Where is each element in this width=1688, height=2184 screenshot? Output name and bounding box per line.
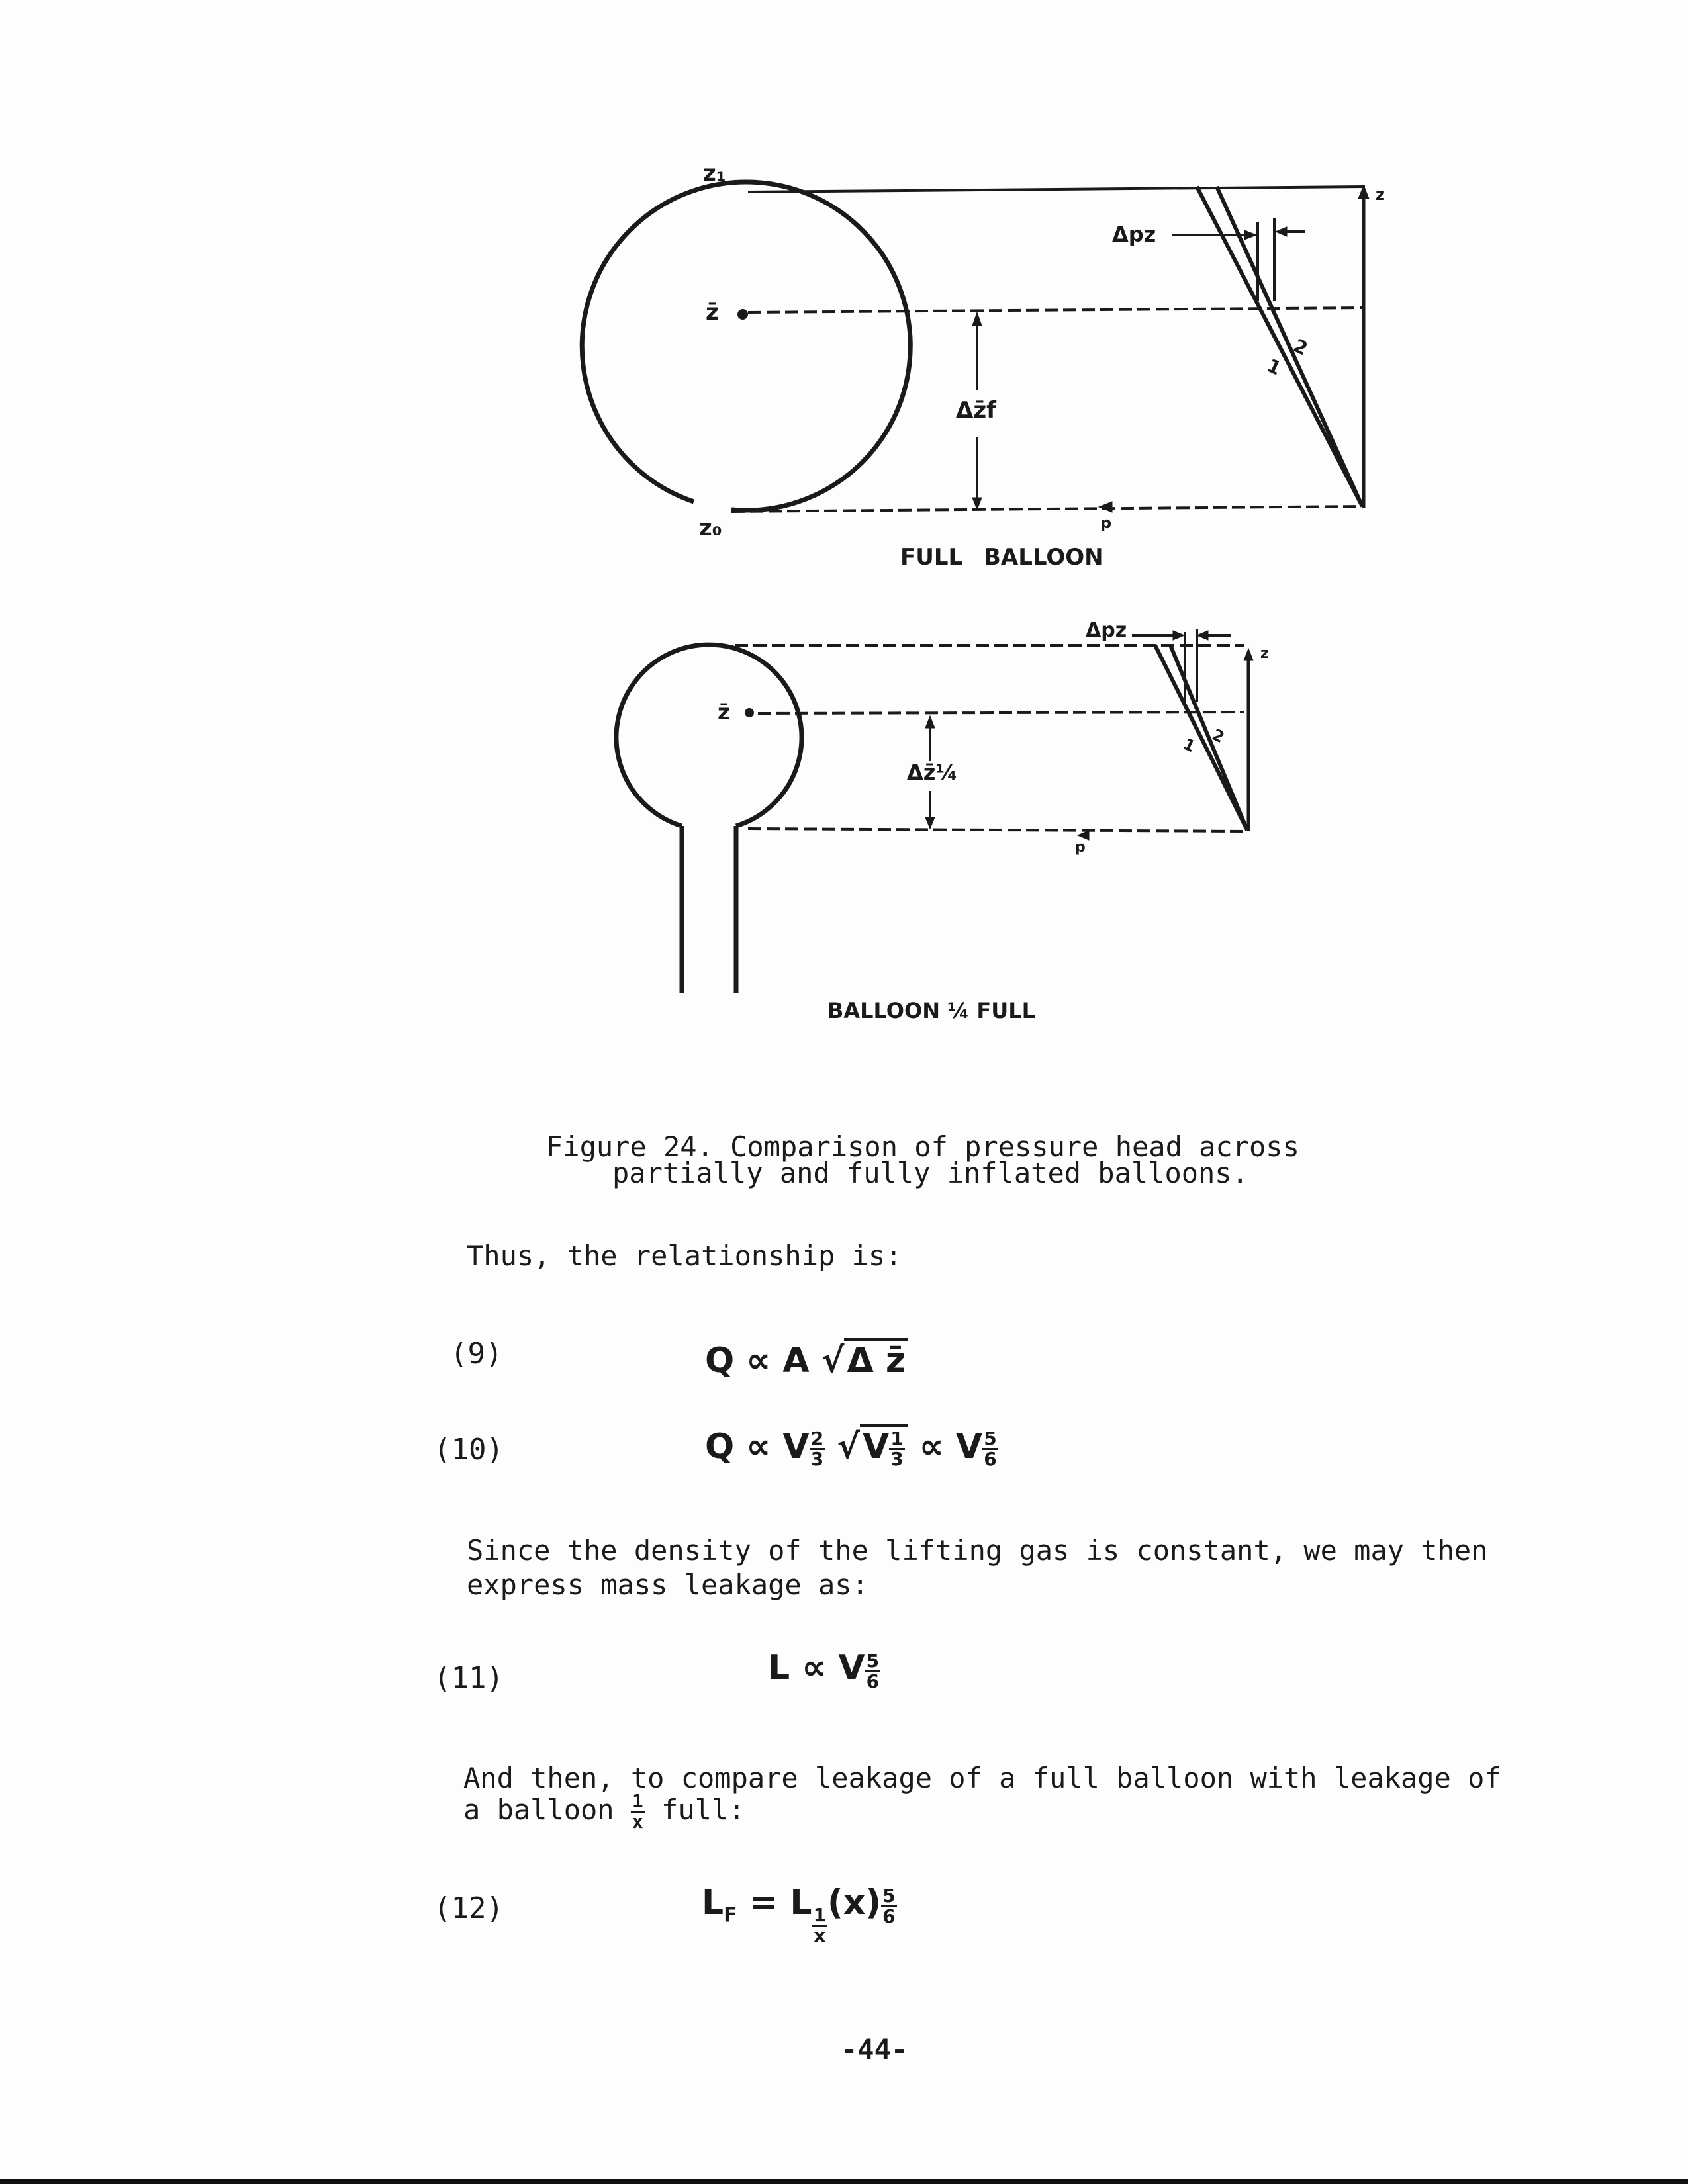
full-z-axis-label: z [1376,185,1385,204]
full-line2-label: 2 [1289,334,1311,360]
page-number: -44- [841,2033,908,2066]
figure-24-diagram [0,0,1688,1059]
full-zbar-label: z̄ [706,299,719,326]
partial-balloon-label: BALLOON ¼ FULL [827,998,1036,1023]
paragraph-since-line-2: express mass leakage as: [467,1569,868,1601]
equation-11-number: (11) [434,1661,504,1695]
partial-pressure-line-1 [1155,645,1247,830]
equation-12: $L_F = L$ $\frac{1}{x}$ (x) $\frac{5}{6}$ [702,1883,896,1947]
partial-line1-label: 1 [1180,734,1198,756]
full-p-axis-label: p [1100,514,1112,532]
page-bottom-edge [0,2179,1688,2184]
full-balloon-outline [582,182,910,510]
full-delta-z-label: Δz̄f [956,397,996,424]
partial-zbar-label: z̄ [718,700,730,725]
paragraph-and-then-line-2: a balloon $\frac{1}{x}$ full: [463,1790,745,1833]
equation-12-number: (12) [434,1891,504,1925]
partial-delta-p-label: Δpz [1086,619,1127,642]
partial-delta-z-label: Δz̄¼ [907,760,958,785]
equation-10-number: (10) [434,1433,504,1467]
full-balloon-label: FULL BALLOON [900,544,1103,570]
full-line1-label: 1 [1263,354,1285,380]
partial-zbar-line [758,712,1244,713]
full-z0-label: z₀ [699,515,722,541]
equation-11: L ∝ V $\frac{5}{6}$ [768,1648,880,1692]
paragraph-since-line-1: Since the density of the lifting gas is constant, we may then [467,1534,1488,1567]
equation-10: Q ∝ V $\frac{2}{3}$ √V $\frac{1}{3}$ ∝ V $\frac{5}{6}$ [705,1424,998,1469]
figure-caption-line-2: partially and fully inflated balloons. [612,1157,1248,1189]
partial-z-axis-label: z [1260,645,1269,662]
figure-caption-line-1: Figure 24. Comparison of pressure head across [546,1130,1299,1163]
equation-9: Q ∝ A √Δ z̄ [705,1338,908,1381]
full-top-line [748,187,1365,192]
partial-p-axis-label: p [1075,839,1086,856]
paragraph-and-then-line-1: And then, to compare leakage of a full balloon with leakage of [463,1762,1501,1794]
full-bottom-line [731,506,1362,512]
full-delta-p-label: Δpz [1112,222,1156,247]
paragraph-thus: Thus, the relationship is: [467,1240,902,1272]
partial-pressure-line-2 [1170,645,1247,830]
partial-line2-label: 2 [1209,725,1227,747]
equation-9-number: (9) [450,1337,503,1371]
full-z1-label: z₁ [703,160,726,187]
partial-balloon-outline [616,645,802,993]
partial-bottom-line [748,829,1248,831]
